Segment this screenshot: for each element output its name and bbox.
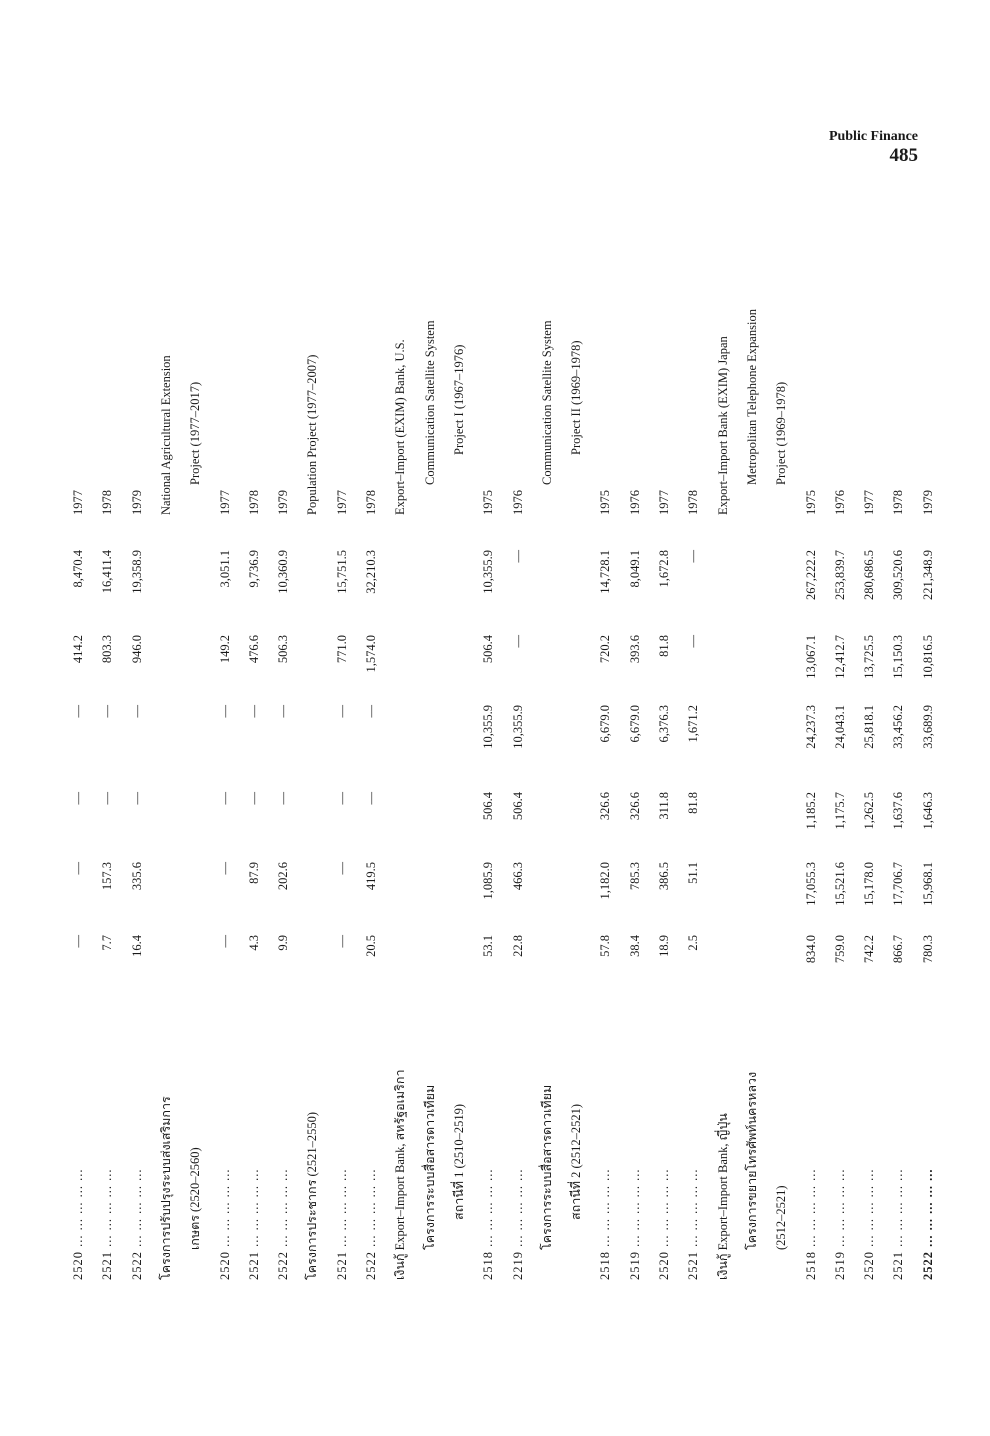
page-number: 485: [889, 145, 918, 166]
value-cell: 506.4: [481, 792, 496, 821]
table-row: [66, 190, 90, 1280]
value-cell: 1,646.3: [920, 792, 935, 830]
english-heading: Communication Satellite System: [539, 320, 554, 485]
value-cell: 742.2: [862, 935, 877, 964]
english-year-label: 1976: [510, 490, 525, 515]
value-cell: —: [71, 792, 85, 805]
value-cell: —: [686, 550, 701, 563]
table-row: [681, 190, 705, 1280]
value-cell: 1,637.6: [891, 792, 906, 830]
value-cell: 16,411.4: [100, 550, 115, 594]
english-heading: Metropolitan Telephone Expansion: [744, 309, 759, 485]
table-row: [125, 190, 149, 1280]
english-year-label: 1979: [129, 490, 144, 515]
value-cell: 8,049.1: [627, 550, 642, 588]
value-cell: 771.0: [334, 635, 349, 664]
value-cell: 13,725.5: [862, 635, 877, 679]
thai-year-label: 2518 ... ... ... ... ...: [598, 1168, 613, 1280]
value-cell: 13,067.1: [803, 635, 818, 679]
thai-year-label: 2519 ... ... ... ... ...: [627, 1168, 642, 1280]
value-cell: 221,348.9: [920, 550, 935, 600]
english-year-label: 1977: [334, 490, 349, 515]
english-heading: Export–Import Bank (EXIM) Japan: [715, 336, 730, 515]
thai-year-label: 2520 ... ... ... ... ...: [71, 1168, 85, 1280]
value-cell: 280,686.5: [862, 550, 877, 600]
table-section-row: [388, 190, 412, 1280]
value-cell: —: [334, 935, 349, 948]
value-cell: 149.2: [217, 635, 232, 664]
value-cell: 6,679.0: [627, 705, 642, 743]
thai-year-label: 2522 ... ... ... ... ...: [129, 1168, 144, 1280]
table-row: [799, 190, 823, 1280]
value-cell: 24,043.1: [832, 705, 847, 749]
value-cell: 4.3: [246, 935, 261, 951]
thai-heading: สถานีที่ 1 (2510–2519): [451, 1103, 466, 1220]
english-year-label: 1977: [71, 490, 85, 515]
page-header: [829, 128, 918, 166]
thai-year-label: 2521 ... ... ... ... ...: [334, 1168, 349, 1280]
value-cell: —: [334, 792, 349, 805]
thai-year-label: 2521 ... ... ... ... ...: [100, 1168, 115, 1280]
table-row: [916, 190, 940, 1280]
value-cell: 326.6: [627, 792, 642, 821]
value-cell: —: [334, 862, 349, 875]
english-heading: Project II (1969–1978): [569, 340, 584, 455]
thai-year-label: 2518 ... ... ... ... ...: [481, 1168, 496, 1280]
value-cell: 1,574.0: [364, 635, 378, 673]
value-cell: 946.0: [129, 635, 144, 664]
value-cell: 14,728.1: [598, 550, 613, 594]
value-cell: 10,360.9: [276, 550, 291, 594]
value-cell: 81.8: [686, 792, 701, 814]
value-cell: —: [129, 705, 144, 718]
value-cell: 15,968.1: [920, 862, 935, 906]
thai-year-label: 2521 ... ... ... ... ...: [246, 1168, 261, 1280]
value-cell: 267,222.2: [803, 550, 818, 600]
value-cell: 309,520.6: [891, 550, 906, 600]
value-cell: —: [217, 705, 232, 718]
value-cell: —: [510, 550, 525, 563]
value-cell: —: [246, 705, 261, 718]
value-cell: 51.1: [686, 862, 701, 884]
english-heading: Project (1977–2017): [188, 381, 203, 485]
value-cell: 15,178.0: [862, 862, 877, 906]
value-cell: 157.3: [100, 862, 115, 891]
english-year-label: 1978: [100, 490, 115, 515]
value-cell: 81.8: [657, 635, 671, 657]
thai-year-label: 2521 ... ... ... ... ...: [686, 1168, 701, 1280]
table-section-row: [711, 190, 735, 1280]
english-year-label: 1978: [364, 490, 378, 515]
value-cell: 780.3: [920, 935, 935, 964]
thai-year-label: 2219 ... ... ... ... ...: [510, 1168, 525, 1280]
table-row: [213, 190, 237, 1280]
table-section-row: [300, 190, 324, 1280]
value-cell: 720.2: [598, 635, 613, 664]
value-cell: 17,706.7: [891, 862, 906, 906]
value-cell: 7.7: [100, 935, 115, 951]
value-cell: 10,355.9: [481, 550, 496, 594]
value-cell: —: [129, 792, 144, 805]
value-cell: —: [510, 635, 525, 648]
table-row: [476, 190, 500, 1280]
value-cell: 311.8: [657, 792, 671, 820]
table-section-row: [447, 190, 471, 1280]
thai-heading: สถานีที่ 2 (2512–2521): [569, 1103, 584, 1220]
table-row: [506, 190, 530, 1280]
thai-year-label: 2522 ... ... ... ... ...: [920, 1168, 935, 1280]
table-section-row: [154, 190, 178, 1280]
thai-year-label: 2520 ... ... ... ... ...: [862, 1168, 877, 1280]
thai-year-label: 2519 ... ... ... ... ...: [832, 1168, 847, 1280]
value-cell: 22.8: [510, 935, 525, 957]
english-year-label: 1976: [832, 490, 847, 515]
thai-heading: โครงการขยายโทรศัพท์นครหลวง: [744, 1071, 759, 1250]
value-cell: 15,751.5: [334, 550, 349, 594]
section-title: Public Finance: [828, 129, 918, 144]
table-row: [623, 190, 647, 1280]
value-cell: 476.6: [246, 635, 261, 664]
value-cell: —: [686, 635, 701, 648]
value-cell: 506.3: [276, 635, 291, 664]
english-heading: Project I (1967–1976): [451, 344, 466, 455]
value-cell: 326.6: [598, 792, 613, 821]
value-cell: 6,679.0: [598, 705, 613, 743]
value-cell: 9,736.9: [246, 550, 261, 588]
table-section-row: [740, 190, 764, 1280]
value-cell: 1,672.8: [657, 550, 671, 588]
english-year-label: 1976: [627, 490, 642, 515]
english-year-label: 1977: [217, 490, 232, 515]
value-cell: 10,816.5: [920, 635, 935, 679]
value-cell: 6,376.3: [657, 705, 671, 743]
value-cell: 335.6: [129, 862, 144, 891]
value-cell: 19,358.9: [129, 550, 144, 594]
value-cell: 1,182.0: [598, 862, 613, 900]
thai-heading: โครงการประชากร (2521–2550): [305, 1111, 320, 1280]
table-section-row: [769, 190, 793, 1280]
english-heading: Population Project (1977–2007): [305, 354, 320, 515]
value-cell: 393.6: [627, 635, 642, 664]
value-cell: —: [217, 935, 232, 948]
english-year-label: 1975: [803, 490, 818, 515]
value-cell: 32,210.3: [364, 550, 378, 594]
table-section-row: [418, 190, 442, 1280]
table-section-row: [564, 190, 588, 1280]
thai-heading: โครงการปรับปรุงระบบส่งเสริมการ: [158, 1096, 173, 1280]
value-cell: —: [334, 705, 349, 718]
english-year-label: 1979: [920, 490, 935, 515]
value-cell: —: [71, 862, 85, 875]
value-cell: 33,689.9: [920, 705, 935, 749]
value-cell: 38.4: [627, 935, 642, 957]
thai-year-label: 2520 ... ... ... ... ...: [217, 1168, 232, 1280]
value-cell: 10,355.9: [510, 705, 525, 749]
table-row: [359, 190, 383, 1280]
value-cell: —: [364, 705, 378, 718]
english-year-label: 1977: [657, 490, 671, 515]
value-cell: 834.0: [803, 935, 818, 964]
table-row: [330, 190, 354, 1280]
value-cell: 12,412.7: [832, 635, 847, 679]
value-cell: —: [246, 792, 261, 805]
thai-heading: โครงการระบบสื่อสารดาวเทียม: [539, 1084, 554, 1250]
value-cell: —: [71, 705, 85, 718]
table-section-row: [535, 190, 559, 1280]
english-year-label: 1978: [891, 490, 906, 515]
value-cell: 386.5: [657, 862, 671, 891]
english-year-label: 1978: [686, 490, 701, 515]
value-cell: 10,355.9: [481, 705, 496, 749]
table-row: [857, 190, 881, 1280]
value-cell: 785.3: [627, 862, 642, 891]
thai-heading: เงินกู้ Export–Import Bank, สหรัฐอเมริกา: [393, 1069, 408, 1280]
english-heading: Project (1969–1978): [774, 381, 789, 485]
table-row: [593, 190, 617, 1280]
value-cell: —: [276, 792, 291, 805]
value-cell: 466.3: [510, 862, 525, 891]
english-heading: National Agricultural Extension: [158, 355, 173, 515]
value-cell: 803.3: [100, 635, 115, 664]
value-cell: 8,470.4: [71, 550, 85, 588]
value-cell: —: [217, 862, 232, 875]
english-year-label: 1978: [246, 490, 261, 515]
value-cell: 1,175.7: [832, 792, 847, 830]
value-cell: 9.9: [276, 935, 291, 951]
value-cell: 253,839.7: [832, 550, 847, 600]
value-cell: 16.4: [129, 935, 144, 957]
table-row: [652, 190, 676, 1280]
value-cell: 57.8: [598, 935, 613, 957]
table-row: [271, 190, 295, 1280]
value-cell: 2.5: [686, 935, 701, 951]
thai-year-label: 2522 ... ... ... ... ...: [276, 1168, 291, 1280]
value-cell: 20.5: [364, 935, 378, 957]
thai-year-label: 2520 ... ... ... ... ...: [657, 1168, 671, 1280]
value-cell: 759.0: [832, 935, 847, 964]
value-cell: 506.4: [510, 792, 525, 821]
value-cell: 1,085.9: [481, 862, 496, 900]
english-year-label: 1977: [862, 490, 877, 515]
value-cell: —: [364, 792, 378, 805]
english-year-label: 1975: [481, 490, 496, 515]
english-year-label: 1979: [276, 490, 291, 515]
thai-heading: เกษตร (2520–2560): [188, 1147, 203, 1250]
value-cell: 18.9: [657, 935, 671, 957]
value-cell: —: [71, 935, 85, 948]
value-cell: 1,262.5: [862, 792, 877, 830]
thai-heading: โครงการระบบสื่อสารดาวเทียม: [422, 1084, 437, 1250]
value-cell: 414.2: [71, 635, 85, 664]
english-heading: Communication Satellite System: [422, 320, 437, 485]
value-cell: —: [276, 705, 291, 718]
value-cell: 25,818.1: [862, 705, 877, 749]
english-year-label: 1975: [598, 490, 613, 515]
value-cell: 15,150.3: [891, 635, 906, 679]
thai-heading: เงินกู้ Export–Import Bank, ญี่ปุ่น: [715, 1113, 730, 1280]
thai-year-label: 2522 ... ... ... ... ...: [364, 1168, 378, 1280]
english-heading: Export–Import (EXIM) Bank, U.S.: [393, 339, 408, 515]
value-cell: 202.6: [276, 862, 291, 891]
table-row: [242, 190, 266, 1280]
value-cell: 1,671.2: [686, 705, 701, 743]
value-cell: 866.7: [891, 935, 906, 964]
value-cell: 3,051.1: [217, 550, 232, 588]
value-cell: —: [217, 792, 232, 805]
value-cell: 506.4: [481, 635, 496, 664]
thai-heading: (2512–2521): [774, 1185, 789, 1250]
value-cell: 15,521.6: [832, 862, 847, 906]
thai-year-label: 2521 ... ... ... ... ...: [891, 1168, 906, 1280]
table-section-row: [183, 190, 207, 1280]
rotated-data-table: [58, 190, 938, 1280]
value-cell: 33,456.2: [891, 705, 906, 749]
value-cell: —: [100, 705, 115, 718]
table-row: [886, 190, 910, 1280]
value-cell: 17,055.3: [803, 862, 818, 906]
value-cell: 53.1: [481, 935, 496, 957]
value-cell: 87.9: [246, 862, 261, 884]
value-cell: 1,185.2: [803, 792, 818, 830]
table-row: [828, 190, 852, 1280]
table-row: [95, 190, 119, 1280]
thai-year-label: 2518 ... ... ... ... ...: [803, 1168, 818, 1280]
value-cell: 419.5: [364, 862, 378, 891]
value-cell: 24,237.3: [803, 705, 818, 749]
value-cell: —: [100, 792, 115, 805]
